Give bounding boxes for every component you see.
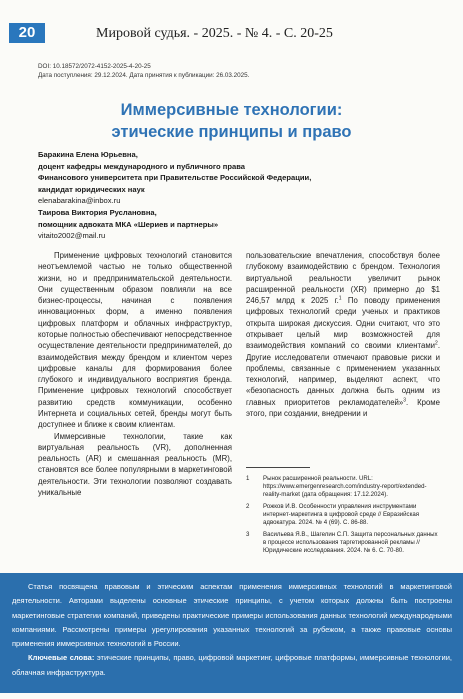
keywords-list: этические принципы, право, цифровой маркетинг, цифровые платформы, иммерсивные технологии, облачная инфраструктура. <box>12 653 452 677</box>
footnote-mark: 1 <box>338 295 342 302</box>
author-position: помощник адвоката МКА «Шериев и партнеры» <box>38 219 219 229</box>
body-paragraph: пользовательские впечатления, способствуя более глубокому взаимодействию с брендом. Технология виртуальной реальности увеличит рынок расширенной реальности (XR) примерно до $1 246,57 млрд к 2025 г.$^1$ По поводу применения цифровых технологий среди ученых и практиков открыта широкая дискуссия. Одни считают, что это открывает целый мир возможностей для взаимодействия компаний со своими клиентами$^2$. Другие исследователи отмечают правовые риски и проблемы, связанные с применением указанных технологий, например, выделяют аспект, что «безопасность данных должна быть одним из главных приоритетов рекламодателей»$^3$. Кроме этого, при создании, внедрении и <box>246 251 440 418</box>
footnote-3: 3 Васильева Я.В., Шагелин С.П. Защита персональных данных в процессе использования таргетированной рекламы // Юридические исследования. 2024. № 6. С. 70-80. <box>246 531 438 554</box>
article-title <box>8 99 455 143</box>
abstract-text: Статья посвящена правовым и этическим аспектам применения иммерсивных технологий в маркетинговой деятельности. Авторами выделены основные этические принципы, с учетом которых должны быть построены маркетинговые стратегии компаний, приведены практические примеры использования данных технологий международными компаниями. Рассмотрены примеры урегулирования указанных технологий за рубежом, а также правовые основы применения иммерсивных технологий в России. <box>12 582 452 649</box>
body-column-left <box>38 250 232 498</box>
footnote-2: 2 Рожков И.В. Особенности управления инструментами интернет-маркетинга в цифровой среде // Евразийская адвокатура. 2024. № 4 (69). С. 86-88. <box>246 503 420 526</box>
author-name: Баракина Елена Юрьевна, <box>38 150 138 159</box>
footnote-separator <box>246 467 310 468</box>
footnote-mark: 2 <box>435 340 438 347</box>
body-paragraph: Применение цифровых технологий становится неотъемлемой частью не только общественной жизни, но и предпринимательской деятельности. Они существенным образом повлияли на все бизнес-процессы, начиная с появления инновационных форм, а именно появления цифровых платформ и облачных инфраструктур, которые полностью обеспечивают непосредственное осуществление деятельности предпринимателей, до взаимодействия между брендом и клиентом через цифровые каналы для формирования более глубокого и индивидуального восприятия бренда. Применение цифровых технологий способствует развитию средств коммуникации, особенно Интернета и социальных сетей, бренды могут быть доступнее и ближе к своим клиентам. <box>38 251 232 430</box>
author-name: Таирова Виктория Руслановна, <box>38 208 157 217</box>
journal-citation-header: Мировой судья. - 2025. - № 4. - С. 20-25 <box>96 26 333 41</box>
footnote-mark: 3 <box>403 397 406 404</box>
author-block-1 <box>38 149 311 207</box>
body-column-right <box>246 250 440 419</box>
doi-line: DOI: 10.18572/2072-4152-2025-4-20-25 <box>38 63 151 70</box>
keywords-label: Ключевые слова: <box>28 653 95 663</box>
submission-dates: Дата поступления: 29.12.2024. Дата принятия к публикации: 26.03.2025. <box>38 72 250 79</box>
author-block-2 <box>38 207 218 242</box>
footnote-1: 1 Рынок расширенной реальности. URL: https://www.emergenresearch.com/industry-report/extended-reality-market (дата обращения: 17.12.2024). <box>246 475 427 498</box>
author-email: elenabarakina@inbox.ru <box>38 196 121 205</box>
article-title-line-1: Иммерсивные технологии: <box>120 101 343 119</box>
author-affiliation: Финансового университета при Правительстве Российской Федерации, <box>38 173 312 182</box>
author-email: vitaito2002@mail.ru <box>38 231 106 240</box>
article-title-line-2: этические принципы и право <box>111 123 352 141</box>
author-position: доцент кафедры международного и публичного права <box>38 161 245 171</box>
author-degree: кандидат юридических наук <box>38 184 145 194</box>
body-paragraph: Иммерсивные технологии, такие как виртуальная реальность (VR), дополненная реальность (AR) и смешанная реальность (MR), становятся все более популярными в маркетинговой деятельности. Эти технологии позволяют создавать уникальные <box>38 431 232 497</box>
page-number: 20 <box>9 23 45 43</box>
keywords-line <box>12 651 452 680</box>
abstract-text-block <box>12 580 452 680</box>
